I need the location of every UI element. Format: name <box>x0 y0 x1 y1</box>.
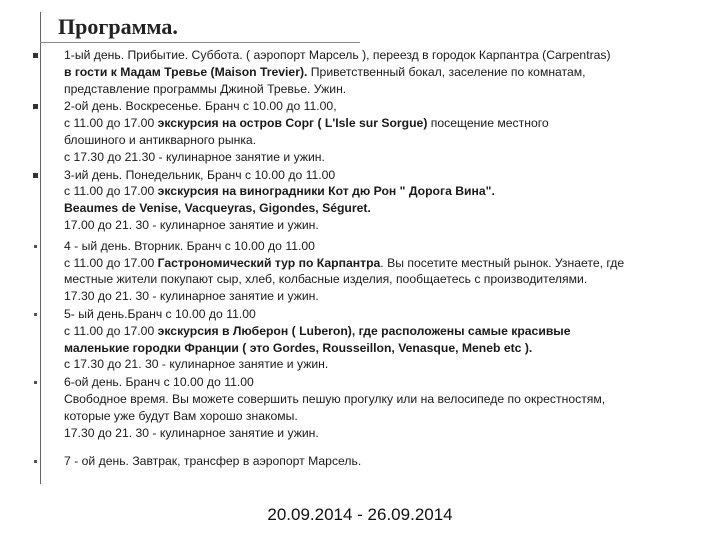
day-line <box>64 340 662 357</box>
line-text: с 11.00 до 17.00 <box>64 255 158 270</box>
day-line <box>64 306 662 323</box>
program-day-4 <box>0 238 720 305</box>
line-text: с 11.00 до 17.00 <box>64 323 158 338</box>
program-list <box>0 47 720 471</box>
day-line <box>64 200 662 217</box>
line-text: 6-ой день. Бранч с 10.00 до 11.00 <box>64 375 254 390</box>
day-line <box>64 98 662 115</box>
day-line <box>64 425 662 442</box>
emphasis-text: маленькие городки Франции ( это Gordes, Rousseillon, Venasque, Menеb etc ). <box>64 340 533 355</box>
line-text: местные жители покупают сыр, хлеб, колбасные изделия, пообщаетесь с производителями. <box>64 272 588 287</box>
line-text: посещение местного <box>427 116 549 131</box>
day-line <box>64 271 662 288</box>
line-text: с 17.30 до 21. 30 - кулинарное занятие и ужин. <box>64 357 329 372</box>
program-day-1 <box>0 47 720 97</box>
bullet-icon <box>34 313 37 316</box>
day-line <box>64 64 662 81</box>
title-underline <box>40 42 360 43</box>
day-line <box>64 217 662 234</box>
line-text: . Вы посетите местный рынок. Узнаете, где <box>380 255 625 270</box>
emphasis-text: экскурсия в Люберон ( Luberon), где расположены самые красивые <box>157 323 571 338</box>
bullet-icon <box>33 104 38 109</box>
day-line <box>64 453 662 470</box>
line-text: 17.30 до 21. 30 - кулинарное занятие и ужин. <box>64 289 319 304</box>
emphasis-text: Beaumes de Venise, Vacqueyras, Gigondes, Séguret. <box>64 201 371 216</box>
program-day-5 <box>0 306 720 373</box>
line-text: 5- ый день.Бранч с 10.00 до 11.00 <box>64 306 256 321</box>
emphasis-text: Гастрономический тур по Карпантра <box>157 255 381 270</box>
day-line <box>64 183 662 200</box>
bullet-icon <box>34 460 37 463</box>
line-text: блошиного и антикварного рынка. <box>64 132 257 147</box>
day-line <box>64 81 662 98</box>
bullet-icon <box>34 381 37 384</box>
line-text: с 11.00 до 17.00 <box>64 184 158 199</box>
day-line <box>64 167 662 184</box>
day-line <box>64 374 662 391</box>
line-text: 3-ий день. Понедельник, Бранч с 10.00 до 11.00 <box>64 167 336 182</box>
day-line <box>64 408 662 425</box>
day-line <box>64 255 662 272</box>
line-text: которые уже будут Вам хорошо знакомы. <box>64 408 298 423</box>
line-text: 4 - ый день. Вторник. Бранч с 10.00 до 11.00 <box>64 238 315 253</box>
line-text: 1-ый день. Прибытие. Суббота. ( аэропорт Марсель ), переезд в городок Карпантра (Carpentras) <box>64 48 611 62</box>
emphasis-text: в гости к Мадам Тревье (Maison Trevier). <box>64 64 308 79</box>
day-line <box>64 391 662 408</box>
line-text: 2-ой день. Воскресенье. Бранч с 10.00 до 11.00, <box>64 99 337 114</box>
program-day-3 <box>0 167 720 234</box>
line-text: Приветственный бокал, заселение по комнатам, <box>307 64 586 79</box>
line-text: с 11.00 до 17.00 <box>64 116 158 131</box>
date-range: 20.09.2014 - 26.09.2014 <box>267 505 453 524</box>
emphasis-text: экскурсия на виноградники Кот дю Рон " Дорога Вина". <box>157 184 495 199</box>
day-line <box>64 132 662 149</box>
day-line <box>64 238 662 255</box>
line-text: с 17.30 до 21.30 - кулинарное занятие и ужин. <box>64 149 325 164</box>
bullet-icon <box>34 245 37 248</box>
bullet-icon <box>33 53 38 58</box>
day-line <box>64 47 662 64</box>
bullet-icon <box>33 173 38 178</box>
day-line <box>64 115 662 132</box>
line-text: Свободное время. Вы можете совершить пешую прогулку или на велосипеде по окрестностям, <box>64 391 606 406</box>
day-line <box>64 288 662 305</box>
day-line <box>64 323 662 340</box>
day-line <box>64 149 662 166</box>
page-title: Программа. <box>58 14 178 39</box>
program-day-7 <box>0 453 720 470</box>
line-text: 17.30 до 21. 30 - кулинарное занятие и ужин. <box>64 425 319 440</box>
program-day-6 <box>0 374 720 441</box>
day-line <box>64 356 662 373</box>
line-text: 7 - ой день. Завтрак, трансфер в аэропорт Марсель. <box>64 454 362 469</box>
program-day-2 <box>0 98 720 165</box>
line-text: 17.00 до 21. 30 - кулинарное занятие и ужин. <box>64 217 319 232</box>
emphasis-text: экскурсия на остров Сорг ( L'Isle sur Sorgue) <box>157 116 428 131</box>
line-text: представление программы Джиной Тревье. Ужин. <box>64 81 347 96</box>
